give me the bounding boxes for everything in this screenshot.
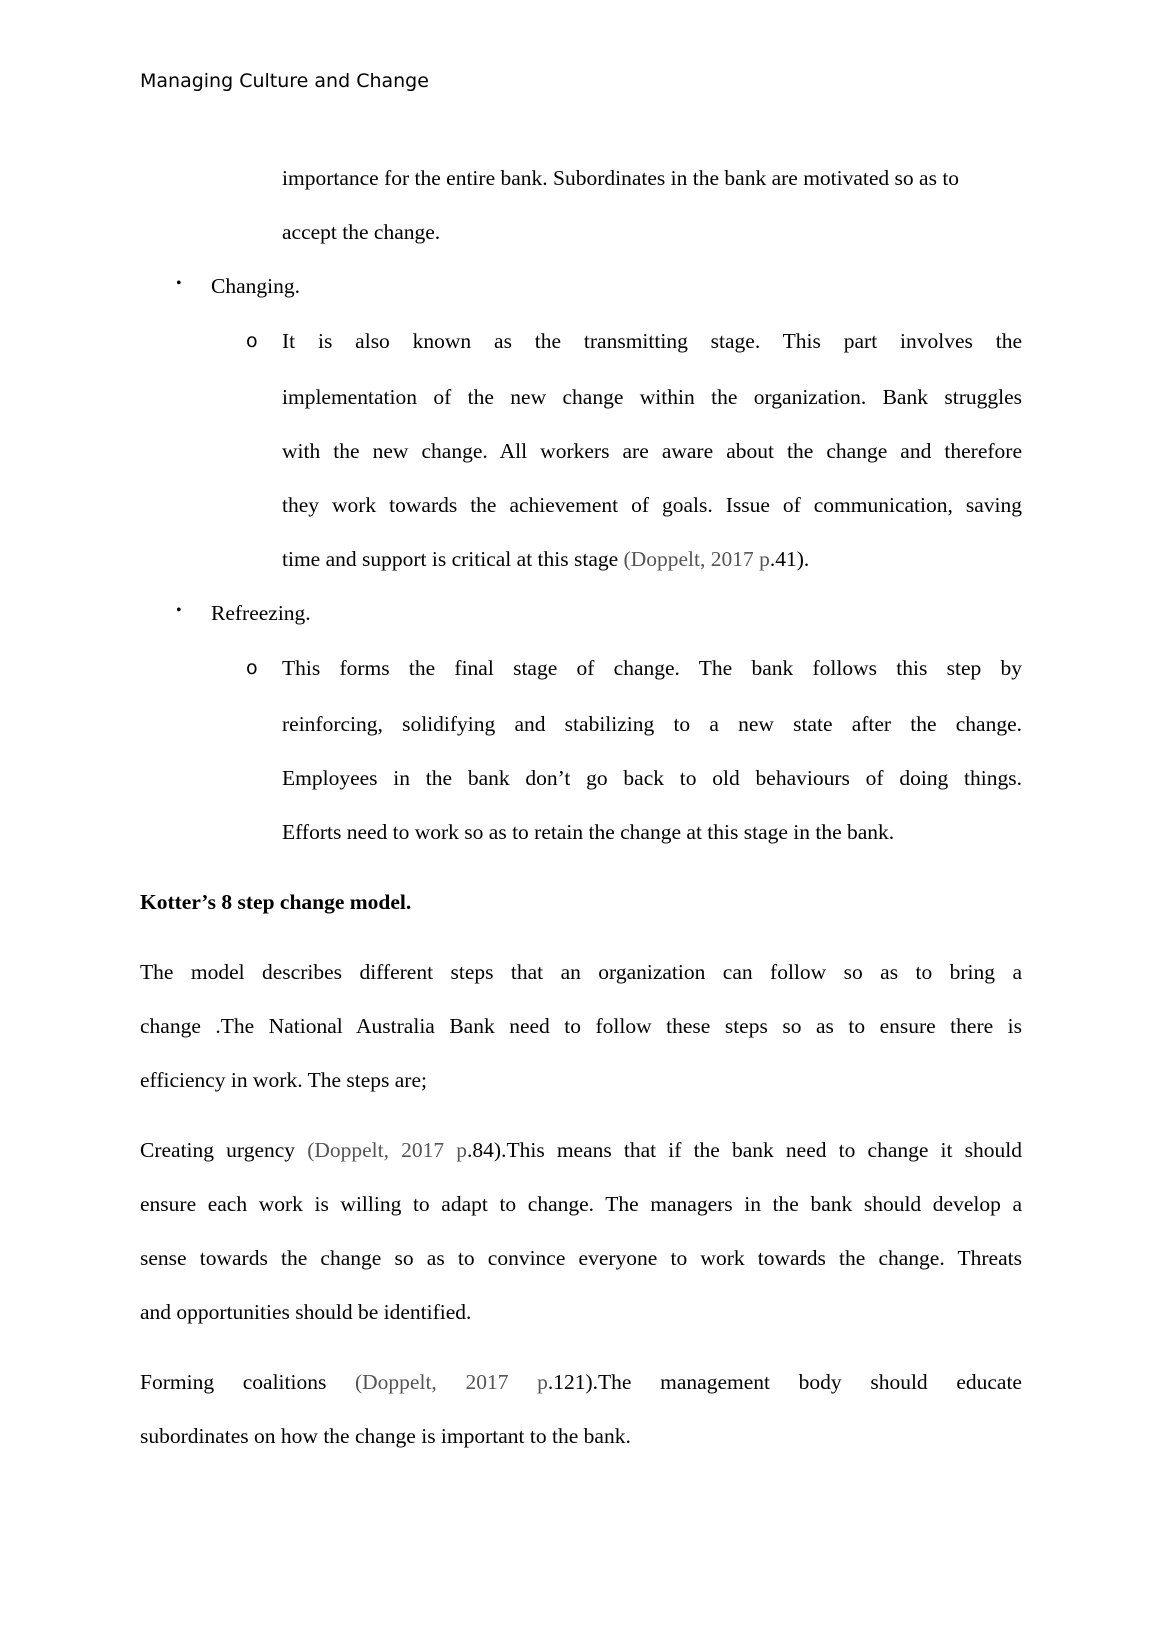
citation: (Doppelt, 2017 p xyxy=(307,1138,468,1162)
changing-line-5-text: time and support is critical at this stage xyxy=(282,547,624,571)
changing-line-5 xyxy=(282,546,809,572)
bullet-icon: • xyxy=(176,602,182,619)
changing-line-3: with the new change. All workers are aware about the change and therefore xyxy=(282,439,1022,463)
para2-line-1-pre: Creating urgency xyxy=(140,1138,308,1162)
para3-line-2: subordinates on how the change is important to the bank. xyxy=(140,1424,631,1448)
citation: (Doppelt, 2017 p xyxy=(355,1370,548,1394)
para3-line-1-post: .121).The management body should educate xyxy=(547,1370,1022,1394)
refreezing-line-2: reinforcing, solidifying and stabilizing to a new state after the change. xyxy=(282,712,1022,736)
para2-line-1 xyxy=(140,1137,1022,1163)
changing-line-2: implementation of the new change within the organization. Bank struggles xyxy=(282,385,1022,409)
refreezing-line-4: Efforts need to work so as to retain the change at this stage in the bank. xyxy=(282,820,895,844)
sub-bullet-icon: o xyxy=(246,657,258,679)
para3-line-1-pre: Forming coalitions xyxy=(140,1370,355,1394)
changing-label: Changing. xyxy=(211,274,300,298)
sub-bullet-icon: o xyxy=(246,330,258,352)
refreezing-line-1: This forms the final stage of change. The bank follows this step by xyxy=(282,656,1022,680)
para2-line-4: and opportunities should be identified. xyxy=(140,1300,472,1324)
intro-line-2: accept the change. xyxy=(282,220,441,244)
section-heading: Kotter’s 8 step change model. xyxy=(140,890,412,914)
citation: (Doppelt, 2017 p xyxy=(623,547,770,571)
changing-line-1: It is also known as the transmitting stage. This part involves the xyxy=(282,329,1022,353)
para1-line-1: The model describes different steps that an organization can follow so as to bring a xyxy=(140,960,1022,984)
para3-line-1 xyxy=(140,1369,1022,1395)
refreezing-label: Refreezing. xyxy=(211,601,311,625)
changing-line-4: they work towards the achievement of goals. Issue of communication, saving xyxy=(282,493,1022,517)
para2-line-1-post: .84).This means that if the bank need to change it should xyxy=(467,1138,1022,1162)
bullet-icon: • xyxy=(176,275,182,292)
para1-line-3: efficiency in work. The steps are; xyxy=(140,1068,427,1092)
page-header-title: Managing Culture and Change xyxy=(140,70,429,92)
refreezing-line-3: Employees in the bank don’t go back to old behaviours of doing things. xyxy=(282,766,1022,790)
citation-page: .41). xyxy=(769,547,810,571)
intro-line-1: importance for the entire bank. Subordinates in the bank are motivated so as to xyxy=(282,166,960,190)
para1-line-2: change .The National Australia Bank need to follow these steps so as to ensure there is xyxy=(140,1014,1022,1038)
para2-line-2: ensure each work is willing to adapt to change. The managers in the bank should develop a xyxy=(140,1192,1022,1216)
para2-line-3: sense towards the change so as to convince everyone to work towards the change. Threats xyxy=(140,1246,1022,1270)
